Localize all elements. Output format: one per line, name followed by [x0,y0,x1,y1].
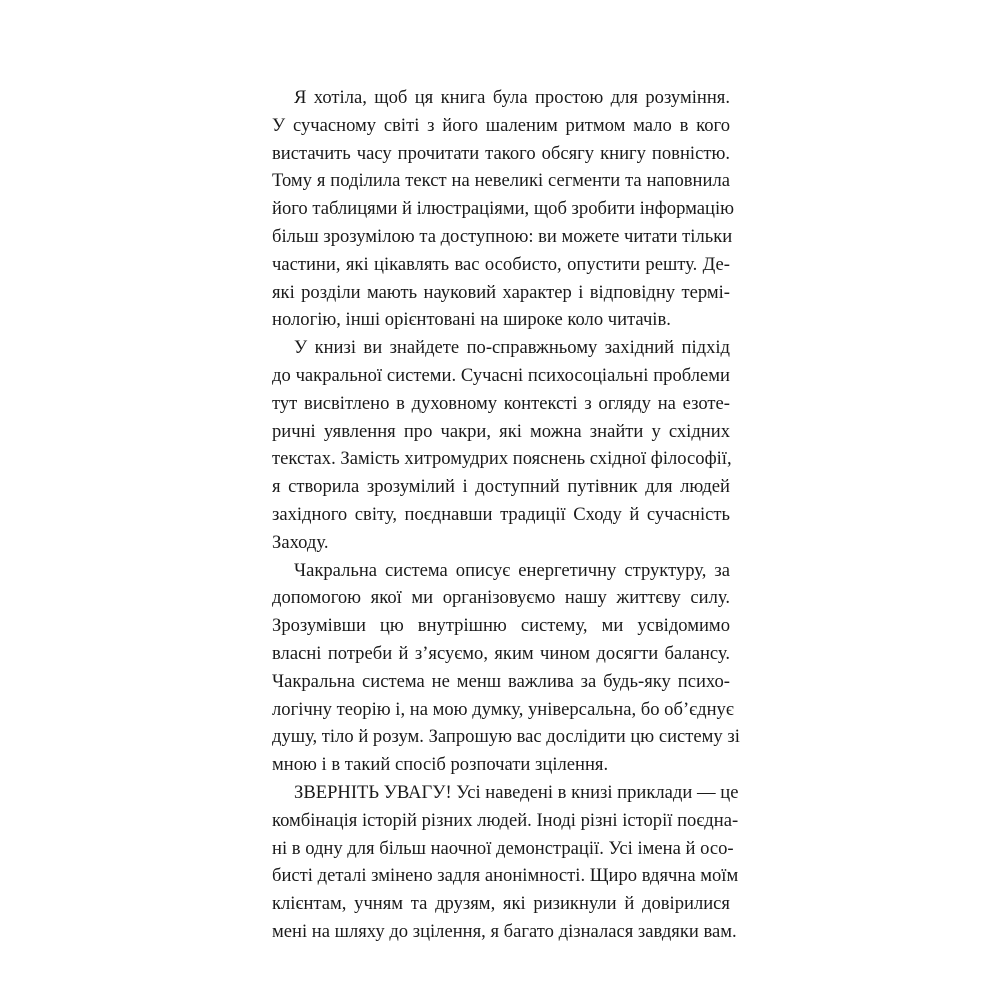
text-line: більш зрозумілою та доступною: ви можете читати тільки [272,225,733,247]
text-line: мені на шляху до зцілення, я багато дізналася завдяки вам. [272,920,737,942]
text-line: нологію, інші орієнтовані на широке коло читачів. [272,309,671,331]
paragraph [272,334,730,556]
text-line: ричні уявлення про чакри, які можна знайти у східних [272,420,730,442]
text-line: У книзі ви знайдете по-справжньому західний підхід [294,337,730,359]
text-line: власні потреби й з’ясуємо, яким чином досягти балансу. [272,642,730,664]
text-line: Заходу. [272,531,329,553]
text-line: до чакральної системи. Сучасні психосоціальні проблеми [272,364,730,386]
book-page-text [272,84,740,946]
text-line: Чакральна система не менш важлива за будь-яку психо- [272,670,730,692]
text-line: логічну теорію і, на мою думку, універсальна, бо об’єднує [272,698,734,720]
paragraph [272,779,739,946]
text-line: ні в одну для більш наочної демонстрації. Усі імена й осо- [272,837,734,859]
text-line: У сучасному світі з його шаленим ритмом мало в кого [272,114,730,136]
text-line: західного світу, поєднавши традиції Сходу й сучасність [272,503,730,525]
text-line: частини, які цікавлять вас особисто, опустити решту. Де- [272,253,730,275]
text-line: тут висвітлено в духовному контексті з огляду на езоте- [272,392,730,414]
text-line: його таблицями й ілюстраціями, щоб зробити інформацію [272,198,735,220]
text-line: допомогою якої ми організовуємо нашу життєву силу. [272,587,730,609]
text-line: вистачить часу прочитати такого обсягу книгу повністю. [272,142,730,164]
text-line: Чакральна система описує енергетичну структуру, за [294,559,730,581]
text-line: текстах. Замість хитромудрих пояснень східної філософії, [272,448,732,470]
text-line: бисті деталі змінено задля анонімності. Щиро вдячна моїм [272,865,739,887]
paragraph [272,84,735,334]
text-line: Тому я поділила текст на невеликі сегменти та наповнила [272,170,730,192]
text-line: комбінація історій різних людей. Іноді різні історії поєдна- [272,809,739,831]
text-line: я створила зрозумілий і доступний путівник для людей [272,476,730,498]
text-line: Я хотіла, щоб ця книга була простою для розуміння. [294,87,730,108]
text-line: які розділи мають науковий характер і відповідну термі- [272,281,730,303]
paragraph [272,557,740,779]
text-line: Зрозумівши цю внутрішню систему, ми усвідомимо [272,615,730,637]
text-line: клієнтам, учням та друзям, які ризикнули й довірилися [272,893,730,915]
text-line: душу, тіло й розум. Запрошую вас дослідити цю систему зі [272,726,740,748]
text-line: мною і в такий спосіб розпочати зцілення. [272,754,609,776]
text-line: ЗВЕРНІТЬ УВАГУ! Усі наведені в книзі приклади — це [294,781,739,803]
